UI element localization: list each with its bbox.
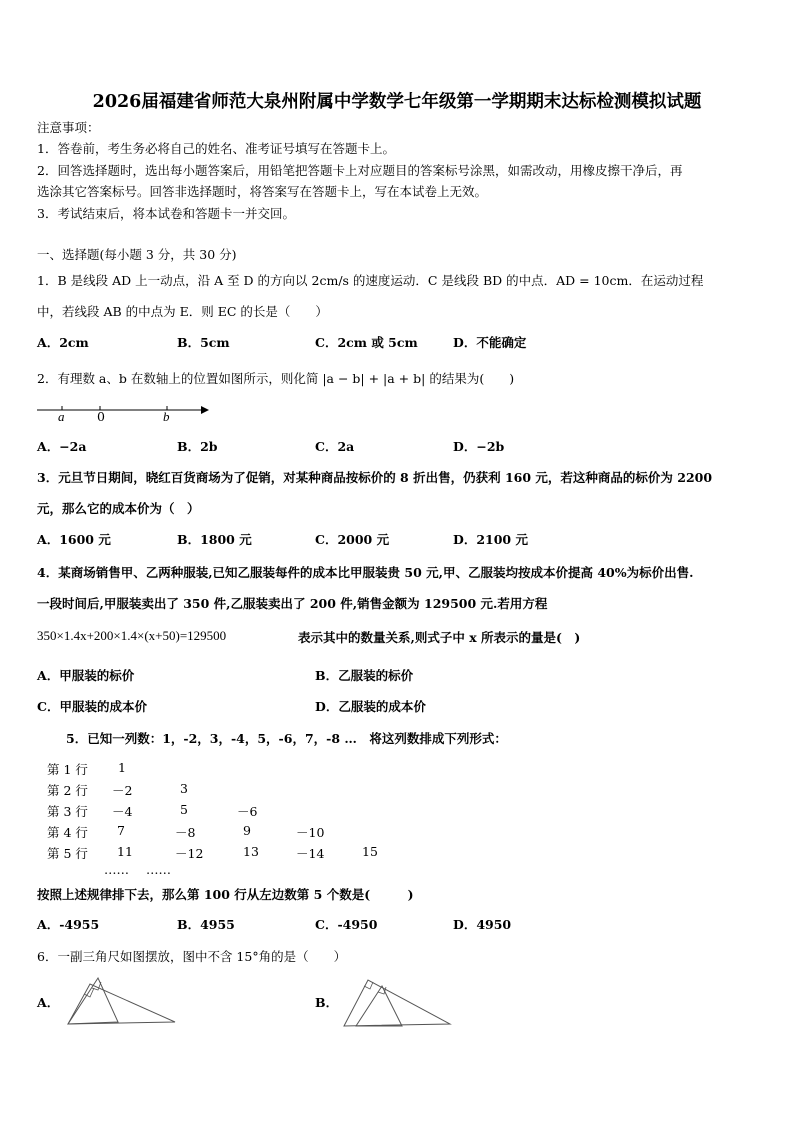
q6-line1: 6．一副三角尺如图摆放，图中不含 15°角的是（ ） [37, 949, 347, 964]
q4-line2: 一段时间后,甲服装卖出了 350 件,乙服装卖出了 200 件,销售金额为 129500 元.若用方程 [37, 596, 548, 611]
q1-option-c: C．2cm 或 5cm [315, 335, 418, 350]
q5-row3-label: 第 3 行 [47, 804, 88, 819]
q5-option-b: B．4955 [177, 917, 235, 932]
q5-row1-val1: 1 [118, 760, 126, 775]
q5-line2: 按照上述规律排下去，那么第 100 行从左边数第 5 个数是( ) [37, 887, 414, 902]
q3-option-c: C．2000 元 [315, 532, 390, 547]
q5-row5-val3: 13 [243, 844, 259, 859]
q6-figure-a [60, 972, 185, 1030]
q4-option-c: C．甲服装的成本价 [37, 699, 147, 714]
q5-row2-label: 第 2 行 [47, 783, 88, 798]
q5-row4-val1: 7 [117, 823, 125, 838]
q5-row1-label: 第 1 行 [47, 762, 88, 777]
number-line-label-a: a [58, 409, 65, 424]
q5-row3-val2: 5 [180, 802, 188, 817]
q3-line2: 元，那么它的成本价为（ ） [37, 501, 200, 516]
q1-option-a: A．2cm [37, 335, 89, 350]
q2-option-c: C．2a [315, 439, 355, 454]
q1-option-d: D．不能确定 [453, 335, 527, 350]
q4-line3: 表示其中的数量关系,则式子中 x 所表示的量是( ) [298, 630, 581, 645]
arrow-icon [201, 406, 209, 414]
q4-equation: 350×1.4x+200×1.4×(x+50)=129500 [37, 628, 227, 643]
section-heading: 一、选择题(每小题 3 分，共 30 分) [37, 247, 237, 262]
page-title: 2026届福建省师范大泉州附属中学数学七年级第一学期期末达标检测模拟试题 [92, 92, 702, 112]
q2-option-b: B．2b [177, 439, 218, 454]
q5-row5-val5: 15 [362, 844, 378, 859]
q5-row4-val2: －8 [175, 825, 196, 840]
q5-option-c: C．-4950 [315, 917, 378, 932]
q4-option-a: A．甲服装的标价 [37, 668, 135, 683]
q5-ellipsis-2: …… [146, 862, 171, 877]
notice-item-3: 3．考试结束后，将本试卷和答题卡一并交回。 [37, 206, 295, 221]
q5-row3-val3: －6 [237, 804, 258, 819]
q4-option-b: B．乙服装的标价 [315, 668, 414, 683]
q4-line1: 4．某商场销售甲、乙两种服装,已知乙服装每件的成本比甲服装贵 50 元,甲、乙服装均按成本价提高 40%为标价出售. [37, 565, 694, 580]
q5-ellipsis-1: …… [104, 862, 129, 877]
notice-item-1: 1．答卷前，考生务必将自己的姓名、准考证号填写在答题卡上。 [37, 141, 395, 156]
q5-row2-val1: －2 [112, 783, 133, 798]
q5-row3-val1: －4 [112, 804, 133, 819]
q5-row5-val1: 11 [117, 844, 133, 859]
q5-option-a: A．-4955 [37, 917, 100, 932]
q2-option-d: D．−2b [453, 439, 505, 454]
q2-option-a: A．−2a [37, 439, 87, 454]
number-line-label-zero: 0 [97, 409, 105, 424]
notice-item-2a: 2．回答选择题时，选出每小题答案后，用铅笔把答题卡上对应题目的答案标号涂黑，如需改动，用橡皮擦干净后，再 [37, 163, 683, 178]
q3-line1: 3．元旦节日期间，晓红百货商场为了促销，对某种商品按标价的 8 折出售，仍获利 160 元，若这种商品的标价为 2200 [37, 470, 713, 485]
q3-option-a: A．1600 元 [37, 532, 111, 547]
notice-item-2b: 选涂其它答案标号。回答非选择题时，将答案写在答题卡上，写在本试卷上无效。 [37, 184, 488, 199]
q1-line1: 1．B 是线段 AD 上一动点，沿 A 至 D 的方向以 2cm/s 的速度运动．C 是线段 BD 的中点．AD = 10cm．在运动过程 [37, 273, 704, 288]
q5-row5-val4: －14 [296, 846, 325, 861]
q5-line1: 5．已知一列数：1，-2，3，-4，5，-6，7，-8 … 将这列数排成下列形式： [66, 731, 507, 746]
q5-option-d: D．4950 [453, 917, 512, 932]
q2-line1: 2．有理数 a、b 在数轴上的位置如图所示，则化简 |a − b| + |a + b| 的结果为( ) [37, 371, 515, 386]
q5-row4-val3: 9 [243, 823, 251, 838]
number-line-label-b: b [163, 409, 170, 424]
q5-row2-val2: 3 [180, 781, 188, 796]
q5-row5-label: 第 5 行 [47, 846, 88, 861]
q5-row4-val4: －10 [296, 825, 325, 840]
notice-header: 注意事项： [37, 120, 100, 135]
q3-option-b: B．1800 元 [177, 532, 252, 547]
q5-row5-val2: －12 [175, 846, 204, 861]
q4-option-d: D．乙服装的成本价 [315, 699, 426, 714]
triangle-small [68, 978, 118, 1024]
q6-option-a: A． [37, 995, 60, 1010]
q1-option-b: B．5cm [177, 335, 230, 350]
q3-option-d: D．2100 元 [453, 532, 528, 547]
q1-line2: 中，若线段 AB 的中点为 E．则 EC 的长是（ ） [37, 304, 328, 319]
q6-option-b: B． [315, 995, 339, 1010]
q6-figure-b [338, 972, 463, 1030]
q5-row4-label: 第 4 行 [47, 825, 88, 840]
triangle-large [68, 984, 175, 1024]
